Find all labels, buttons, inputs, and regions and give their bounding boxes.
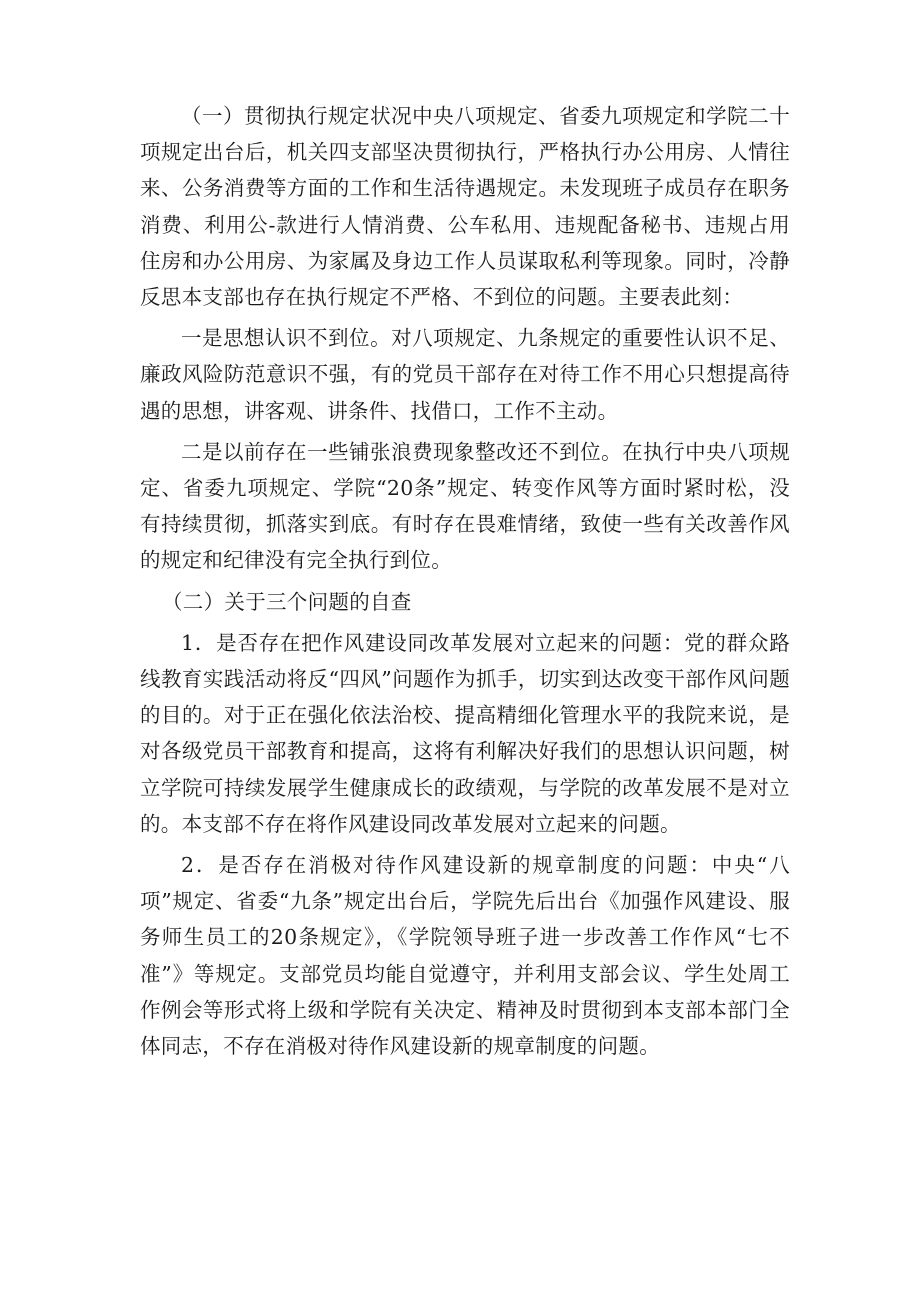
paragraph-question-one: 1．是否存在把作风建设同改革发展对立起来的问题：党的群众路线教育实践活动将反“四风”问题作为抓手，切实到达改变干部作风问题的目的。对于正在强化依法治校、提高精细化管理水平的我院来说，是对各级党员干部教育和提高，这将有利解决好我们的思想认识问题，树立学院可持续发展学生健康成长的政绩观，与学院的改革发展不是对立的。本支部不存在将作风建设同改革发展对立起来的问题。 xyxy=(140,630,790,836)
paragraph-question-two: 2．是否存在消极对待作风建设新的规章制度的问题：中央“八项”规定、省委“九条”规定出台后，学院先后出台《加强作风建设、服务师生员工的20条规定》，《学院领导班子进一步改善工作作风“七不准”》等规定。支部党员均能自觉遵守，并利用支部会议、学生处周工作例会等形式将上级和学院有关决定、精神及时贯彻到本支部本部门全体同志，不存在消极对待作风建设新的规章制度的问题。 xyxy=(140,853,790,1059)
paragraph-point-one: 一是思想认识不到位。对八项规定、九条规定的重要性认识不足、廉政风险防范意识不强，有的党员干部存在对待工作不用心只想提高待遇的思想，讲客观、讲条件、找借口，工作不主动。 xyxy=(140,326,790,423)
document-body xyxy=(140,98,790,1069)
paragraph-point-two: 二是以前存在一些铺张浪费现象整改还不到位。在执行中央八项规定、省委九项规定、学院“20条”规定、转变作风等方面时紧时松，没有持续贯彻，抓落实到底。有时存在畏难情绪，致使一些有关改善作风的规定和纪律没有完全执行到位。 xyxy=(140,439,790,573)
paragraph-section-one: （一）贯彻执行规定状况中央八项规定、省委九项规定和学院二十项规定出台后，机关四支部坚决贯彻执行，严格执行办公用房、人情往来、公务消费等方面的工作和生活待遇规定。未发现班子成员存在职务消费、利用公-款进行人情消费、公车私用、违规配备秘书、违规占用住房和办公用房、为家属及身边工作人员谋取私利等现象。同时，冷静反思本支部也存在执行规定不严格、不到位的问题。主要表此刻： xyxy=(140,104,790,310)
section-two-heading: （二）关于三个问题的自查 xyxy=(162,589,412,614)
